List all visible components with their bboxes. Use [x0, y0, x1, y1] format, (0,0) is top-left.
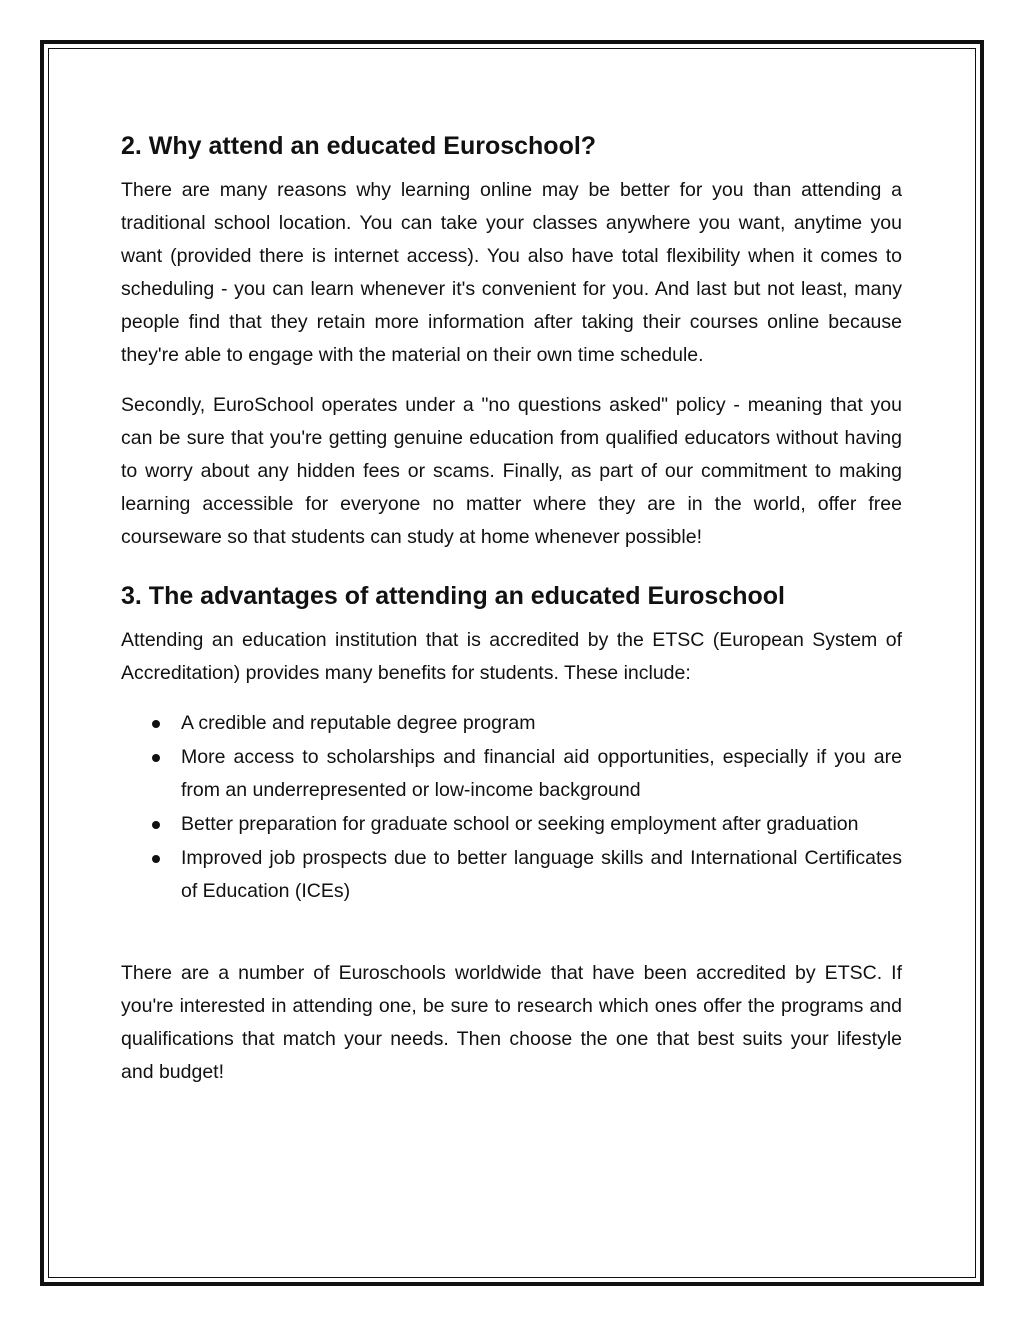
list-item-text: Better preparation for graduate school or seeking employment after graduation	[181, 813, 859, 835]
section-2-paragraph-2: Secondly, EuroSchool operates under a "no questions asked" policy - meaning that you can be sure that you're getting genuine education from qualified educators without having to worry about any hidden fees or scams. Finally, as part of our commitment to making learning accessible for everyone no matter where they are in the world, offer free courseware so that students can study at home whenever possible!	[121, 394, 902, 548]
list-item	[121, 808, 902, 841]
section-2-paragraph-1: There are many reasons why learning online may be better for you than attending a traditional school location. You can take your classes anywhere you want, anytime you want (provided there is internet access). You also have total flexibility when it comes to scheduling - you can learn whenever it's convenient for you. And last but not least, many people find that they retain more information after taking their courses online because they're able to engage with the material on their own time schedule.	[121, 179, 902, 366]
bullet-icon	[152, 821, 160, 829]
benefits-list	[121, 707, 902, 908]
list-item	[121, 842, 902, 908]
list-item-text: More access to scholarships and financial aid opportunities, especially if you are from an underrepresented or low-income background	[181, 746, 902, 801]
section-3-heading: 3. The advantages of attending an educated Euroschool	[121, 582, 786, 610]
list-item	[121, 707, 902, 740]
list-item	[121, 741, 902, 807]
list-item-text: A credible and reputable degree program	[181, 712, 536, 734]
document-body	[121, 128, 902, 1089]
section-2-heading: 2. Why attend an educated Euroschool?	[121, 132, 597, 160]
bullet-icon	[152, 720, 160, 728]
list-item-text: Improved job prospects due to better language skills and International Certificates of Education (ICEs)	[181, 847, 902, 902]
bullet-icon	[152, 754, 160, 762]
bullet-icon	[152, 855, 160, 863]
section-3-closing: There are a number of Euroschools worldwide that have been accredited by ETSC. If you're interested in attending one, be sure to research which ones offer the programs and qualifications that match your needs. Then choose the one that best suits your lifestyle and budget!	[121, 962, 902, 1083]
section-3-intro: Attending an education institution that is accredited by the ETSC (European System of Accreditation) provides many benefits for students. These include:	[121, 629, 902, 684]
